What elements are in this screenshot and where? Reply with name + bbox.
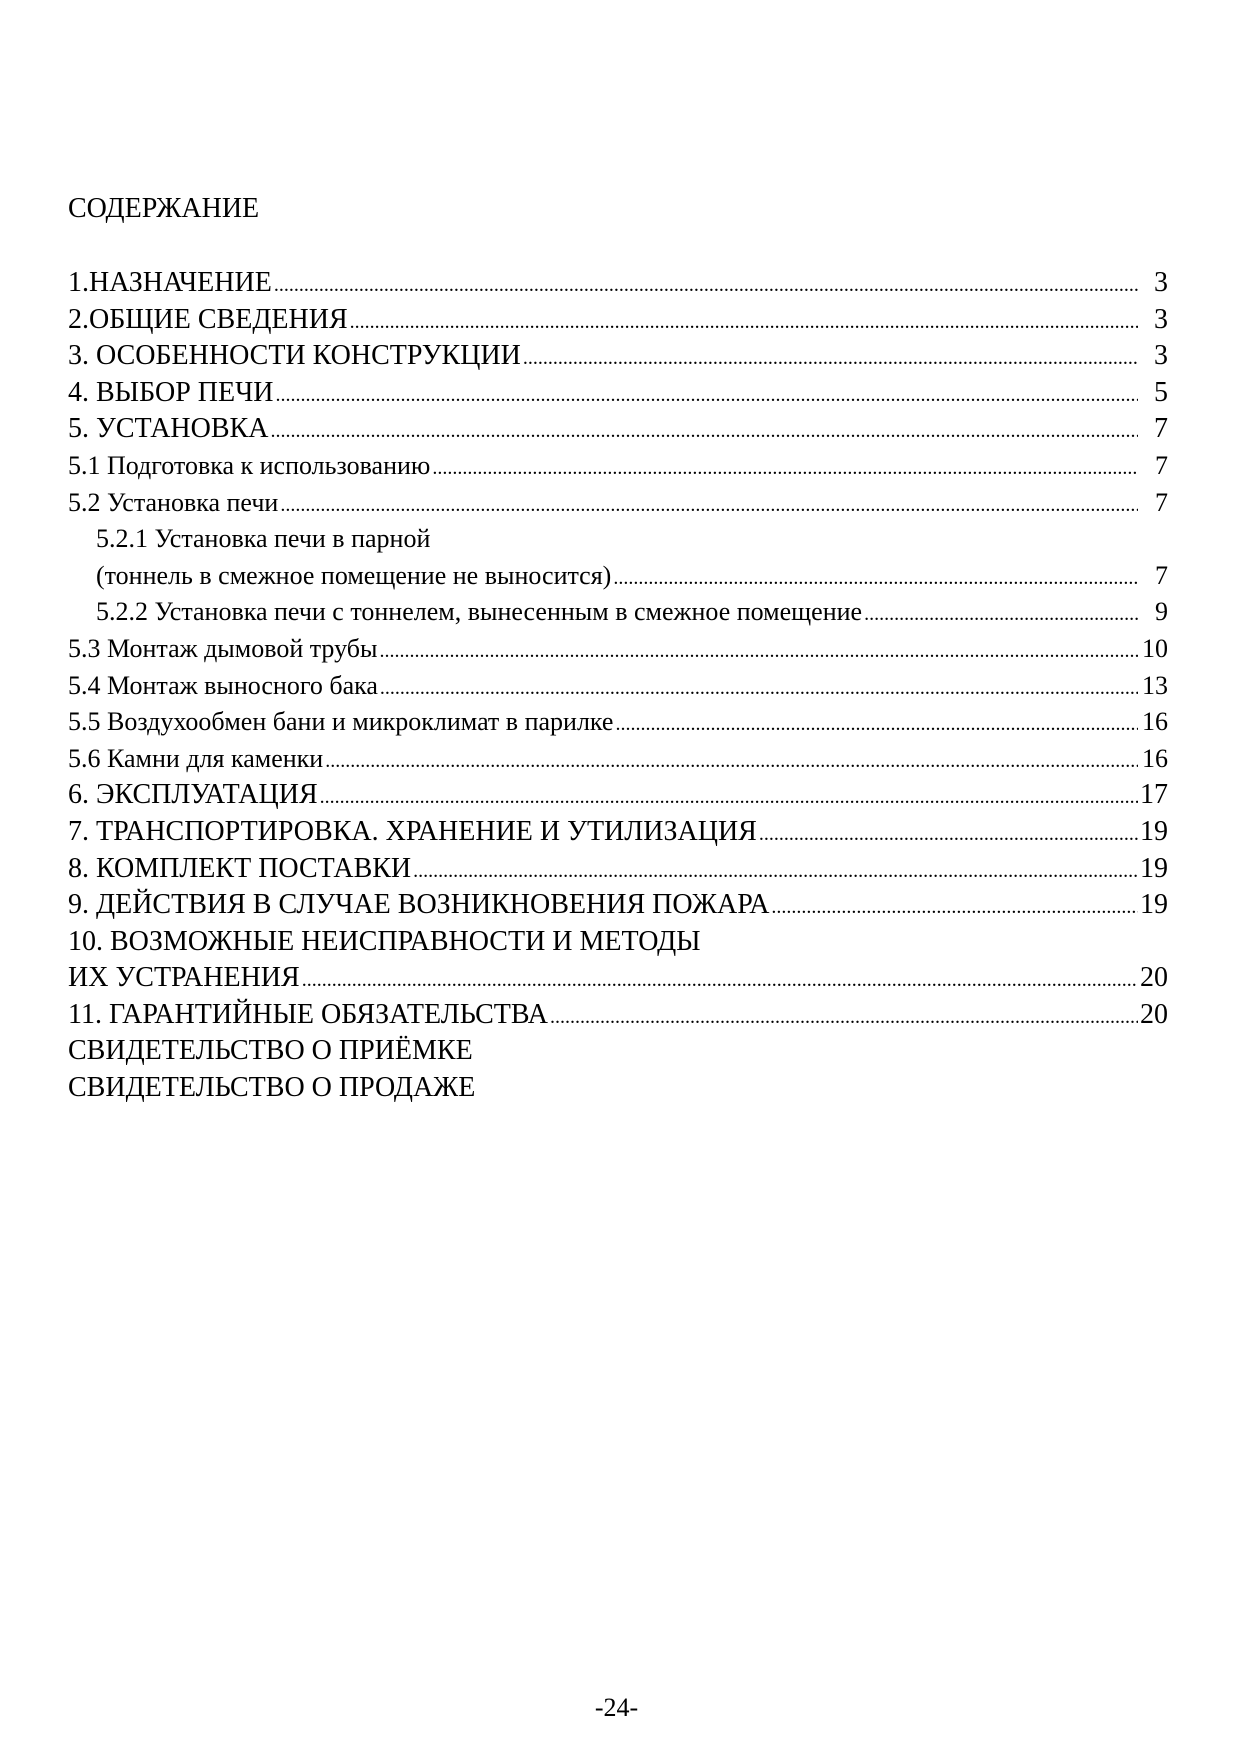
- toc-entry-first-line[interactable]: [68, 521, 1168, 558]
- toc-entry-page: 19: [1140, 815, 1168, 847]
- toc-entry-title: 5. УСТАНОВКА: [68, 413, 269, 445]
- toc-entry-first-line[interactable]: [68, 924, 1168, 961]
- toc-entry[interactable]: [68, 302, 1168, 339]
- toc-entry-title: ИХ УСТРАНЕНИЯ: [68, 962, 300, 994]
- dot-leader: [274, 267, 1138, 302]
- toc-entry-title: 5.5 Воздухообмен бани и микроклимат в парилке: [68, 707, 614, 737]
- toc-entry[interactable]: [68, 448, 1168, 485]
- toc-entry-page: 20: [1140, 998, 1168, 1030]
- toc-entry[interactable]: [68, 1033, 1168, 1070]
- toc-entry-title: 1.НАЗНАЧЕНИЕ: [68, 267, 272, 298]
- toc-entry[interactable]: [68, 668, 1168, 705]
- toc-entry-page: 9: [1155, 597, 1168, 627]
- dot-leader: [432, 450, 1138, 485]
- toc-entry-title: 4. ВЫБОР ПЕЧИ: [68, 376, 274, 408]
- toc-entry[interactable]: [68, 338, 1168, 375]
- toc-entry-title: 6. ЭКСПЛУАТАЦИЯ: [68, 779, 318, 811]
- toc-entry[interactable]: [68, 558, 1168, 595]
- toc-entry[interactable]: [68, 704, 1168, 741]
- toc-entry-page: 7: [1155, 487, 1168, 517]
- toc-entry-title: 5.2.1 Установка печи в парной: [96, 524, 431, 554]
- toc-entry-title: 2.ОБЩИЕ СВЕДЕНИЯ: [68, 303, 348, 335]
- dot-leader: [350, 304, 1138, 339]
- page-number: -24-: [594, 1693, 639, 1722]
- toc-entry-title: 11. ГАРАНТИЙНЫЕ ОБЯЗАТЕЛЬСТВА: [68, 998, 548, 1030]
- toc-entry[interactable]: [68, 851, 1168, 888]
- toc-entry[interactable]: [68, 265, 1168, 302]
- toc-entry-title: 5.3 Монтаж дымовой трубы: [68, 633, 378, 663]
- toc-entry[interactable]: [68, 887, 1168, 924]
- dot-leader: [280, 487, 1138, 522]
- toc-entry-page: 17: [1140, 779, 1168, 811]
- toc-heading: СОДЕРЖАНИЕ: [68, 193, 260, 224]
- toc-entry[interactable]: [68, 594, 1168, 631]
- toc-entry-page: 3: [1154, 340, 1168, 372]
- toc-entry-page: 13: [1142, 670, 1168, 700]
- toc-entry[interactable]: [68, 1070, 1168, 1107]
- toc-entry-title: СВИДЕТЕЛЬСТВО О ПРОДАЖЕ: [68, 1072, 476, 1104]
- toc-entry-title: 5.2 Установка печи: [68, 487, 279, 517]
- toc-entry-page: 10: [1142, 633, 1168, 663]
- dot-leader: [380, 670, 1138, 705]
- toc-entry-page: 20: [1140, 962, 1168, 994]
- toc-entry-page: 3: [1154, 303, 1168, 335]
- toc-entry-page: 7: [1155, 450, 1168, 480]
- dot-leader: [325, 743, 1138, 778]
- toc-entry-title: 3. ОСОБЕННОСТИ КОНСТРУКЦИИ: [68, 340, 521, 372]
- toc-entry-title: 5.6 Камни для каменки: [68, 743, 324, 773]
- toc-entry-page: 16: [1142, 707, 1168, 737]
- toc-entry-page: 7: [1155, 560, 1168, 590]
- toc-entry-title: 9. ДЕЙСТВИЯ В СЛУЧАЕ ВОЗНИКНОВЕНИЯ ПОЖАРА: [68, 889, 770, 921]
- toc-entry[interactable]: [68, 375, 1168, 412]
- toc-entry[interactable]: [68, 960, 1168, 997]
- toc-entry-page: 19: [1140, 889, 1168, 921]
- toc-entry[interactable]: [68, 814, 1168, 851]
- toc-entry-title: 5.4 Монтаж выносного бака: [68, 670, 378, 700]
- table-of-contents: [68, 265, 1168, 1107]
- toc-entry-title: 5.1 Подготовка к использованию: [68, 450, 431, 480]
- toc-entry-title: (тоннель в смежное помещение не выносится): [96, 560, 612, 590]
- dot-leader: [302, 962, 1138, 997]
- dot-leader: [759, 816, 1138, 851]
- toc-entry-title: 10. ВОЗМОЖНЫЕ НЕИСПРАВНОСТИ И МЕТОДЫ: [68, 925, 701, 957]
- toc-entry-title: 7. ТРАНСПОРТИРОВКА. ХРАНЕНИЕ И УТИЛИЗАЦИЯ: [68, 815, 757, 847]
- toc-entry[interactable]: [68, 411, 1168, 448]
- dot-leader: [320, 779, 1138, 814]
- dot-leader: [864, 596, 1138, 631]
- toc-entry-title: 8. КОМПЛЕКТ ПОСТАВКИ: [68, 852, 412, 884]
- dot-leader: [615, 706, 1138, 741]
- dot-leader: [523, 340, 1138, 375]
- toc-entry-page: 16: [1142, 743, 1168, 773]
- toc-entry[interactable]: [68, 631, 1168, 668]
- toc-entry[interactable]: [68, 741, 1168, 778]
- toc-entry[interactable]: [68, 485, 1168, 522]
- toc-entry-page: 5: [1154, 376, 1168, 408]
- toc-entry-page: 7: [1154, 413, 1168, 445]
- dot-leader: [613, 560, 1138, 595]
- toc-entry[interactable]: [68, 997, 1168, 1034]
- dot-leader: [771, 889, 1138, 924]
- toc-entry-title: СВИДЕТЕЛЬСТВО О ПРИЁМКЕ: [68, 1035, 473, 1067]
- toc-entry-title: 5.2.2 Установка печи с тоннелем, вынесенным в смежное помещение: [96, 597, 863, 627]
- dot-leader: [413, 853, 1138, 888]
- toc-entry[interactable]: [68, 777, 1168, 814]
- toc-entry-page: 19: [1140, 852, 1168, 884]
- dot-leader: [379, 633, 1138, 668]
- dot-leader: [270, 413, 1138, 448]
- dot-leader: [550, 999, 1138, 1034]
- dot-leader: [276, 377, 1138, 412]
- toc-entry-page: 3: [1154, 267, 1168, 298]
